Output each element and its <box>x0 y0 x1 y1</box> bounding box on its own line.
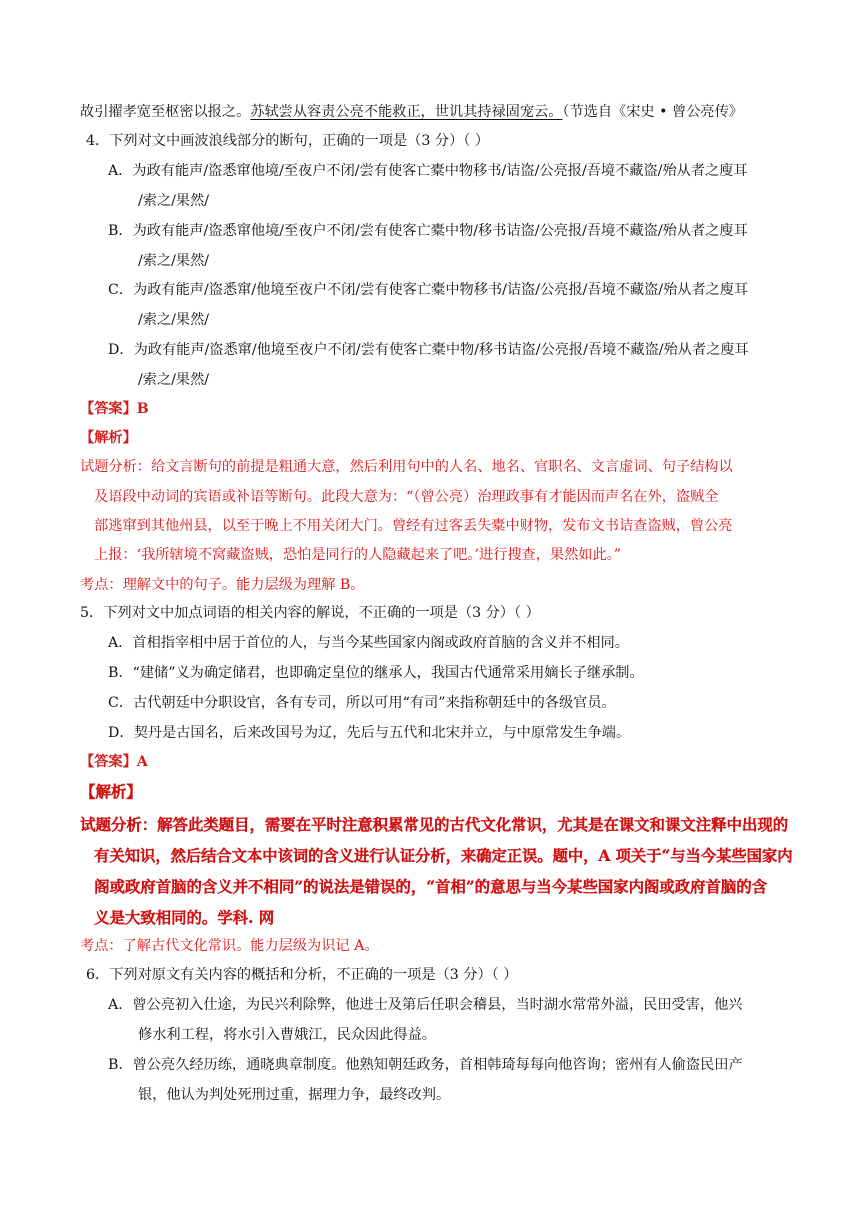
q5-analysis-line: 义是大致相同的。学科. 网 <box>94 909 275 927</box>
q5-analysis-line: 有关知识，然后结合文本中该词的含义进行认证分析，来确定正误。题中，A 项关于“与当今某些国家内 <box>94 847 793 865</box>
q5-option-c: C．古代朝廷中分职设官，各有专司，所以可用“有司”来指称朝廷中的各级官员。 <box>108 695 616 711</box>
q4-analysis-line: 及语段中动词的宾语或补语等断句。此段大意为：“（曾公亮）治理政事有才能因而声名在外，盗贼全 <box>94 489 719 505</box>
intro-text: 故引擢孝宽至枢密以报之。 <box>80 104 251 120</box>
q4-option-a-line2: /索之/果然/ <box>138 193 210 209</box>
q5-analysis-label: 【解析】 <box>80 783 142 801</box>
q4-option-d-line2: /索之/果然/ <box>138 372 210 388</box>
q4-option-a-line1: A．为政有能声/盗悉窜他境/至夜户不闭/尝有使客亡橐中物移书/诘盗/公亮报/吾境不藏盗/殆从者之廋耳 <box>108 163 748 179</box>
q5-analysis-line: 阁或政府首脑的含义并不相同”的说法是错误的，“首相”的意思与当今某些国家内阁或政府首脑的含 <box>94 878 767 896</box>
q5-stem: 5．下列对文中加点词语的相关内容的解说，不正确的一项是（3 分）（ ） <box>80 605 540 621</box>
q5-option-a: A．首相指宰相中居于首位的人，与当今某些国家内阁或政府首脑的含义并不相同。 <box>108 635 629 651</box>
q4-point: 考点：理解文中的句子。能力层级为理解 B。 <box>80 577 365 593</box>
q5-analysis-line: 试题分析：解答此类题目，需要在平时注意积累常见的古代文化常识，尤其是在课文和课文注释中出现的 <box>80 816 788 834</box>
q5-point: 考点：了解古代文化常识。能力层级为识记 A。 <box>80 938 379 954</box>
q4-analysis-line: 部逃窜到其他州县，以至于晚上不用关闭大门。曾经有过客丢失橐中财物，发布文书诘查盗贼，曾公亮 <box>94 518 733 534</box>
underlined-sentence: 苏轼尝从容责公亮不能救正，世讥其持禄固宠云。 <box>250 104 563 120</box>
q4-option-b-line2: /索之/果然/ <box>138 253 210 269</box>
q5-answer: 【答案】A <box>80 754 148 770</box>
q6-option-a-line1: A．曾公亮初入仕途，为民兴利除弊，他进士及第后任职会稽县，当时湖水常常外溢，民田受害，他兴 <box>108 997 743 1013</box>
source-citation: （节选自《宋史 • 曾公亮传》 <box>562 104 743 120</box>
q4-analysis-line: 试题分析：给文言断句的前提是粗通大意，然后利用句中的人名、地名、官职名、文言虚词、句子结构以 <box>80 459 733 475</box>
q5-option-d: D．契丹是古国名，后来改国号为辽，先后与五代和北宋并立，与中原常发生争端。 <box>108 725 631 741</box>
q6-option-b-line1: B．曾公亮久经历练，通晓典章制度。他熟知朝廷政务，首相韩琦每每向他咨询；密州有人偷盗民田产 <box>108 1057 743 1073</box>
q4-stem: 4．下列对文中画波浪线部分的断句，正确的一项是（3 分）（ ） <box>86 133 490 149</box>
intro-line <box>80 102 743 122</box>
q4-analysis-label: 【解析】 <box>80 430 137 446</box>
q4-answer: 【答案】B <box>80 401 149 417</box>
q4-option-b-line1: B．为政有能声/盗悉窜他境/至夜户不闭/尝有使客亡橐中物/移书诘盗/公亮报/吾境不藏盗/殆从者之廋耳 <box>108 223 748 239</box>
q4-analysis-line: 上报：‘我所辖境不窝藏盗贼，恐怕是同行的人隐藏起来了吧。’进行搜查，果然如此。” <box>94 547 622 563</box>
q4-option-d-line1: D．为政有能声/盗悉窜/他境至夜户不闭/尝有使客亡橐中物/移书诘盗/公亮报/吾境不藏盗/殆从者之廋耳 <box>108 342 749 358</box>
q6-stem: 6．下列对原文有关内容的概括和分析，不正确的一项是（3 分）（ ） <box>86 967 518 983</box>
q6-option-b-line2: 银，他认为判处死刑过重，据理力争，最终改判。 <box>138 1087 451 1103</box>
q6-option-a-line2: 修水利工程，将水引入曹娥江，民众因此得益。 <box>138 1027 436 1043</box>
q4-option-c-line1: C．为政有能声/盗悉窜/他境至夜户不闭/尝有使客亡橐中物移书/诘盗/公亮报/吾境不藏盗/殆从者之廋耳 <box>108 282 749 298</box>
q5-option-b: B．“建储”义为确定储君，也即确定皇位的继承人，我国古代通常采用嫡长子继承制。 <box>108 665 644 681</box>
q4-option-c-line2: /索之/果然/ <box>138 312 210 328</box>
